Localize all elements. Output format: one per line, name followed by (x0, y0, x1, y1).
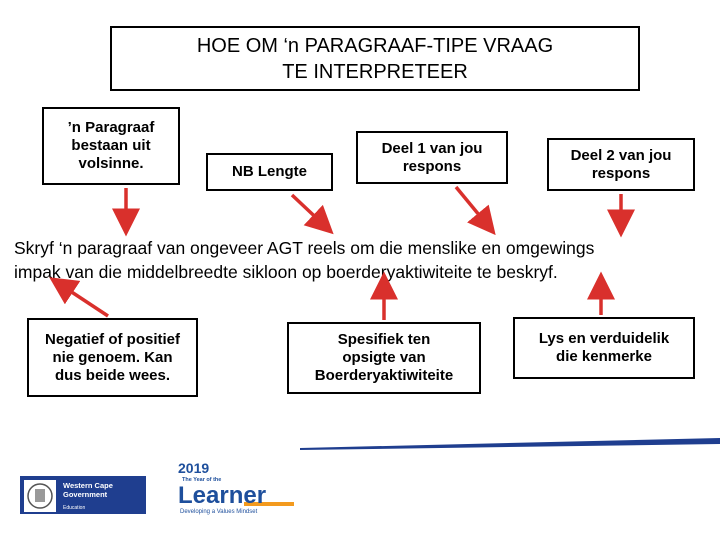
arrows-group (58, 187, 621, 320)
box-deel-2-line: respons (591, 164, 651, 182)
western-cape-logo (20, 476, 146, 514)
title-line-2: TE INTERPRETEER (282, 60, 468, 83)
learner-tagline-top: The Year of the (182, 477, 222, 483)
prompt-line-2: impak van die middelbreedte sikloon op boerderyaktiwiteite te beskryf. (14, 262, 558, 282)
learner-word: Learner (178, 482, 267, 509)
box-negatief-line: nie genoem. Kan (52, 348, 173, 366)
western-cape-line: Government (63, 490, 108, 499)
footer-band-shape (300, 438, 720, 450)
box-paragraaf-line: bestaan uit (71, 137, 151, 154)
box-spesifiek-line: opsigte van (342, 349, 426, 366)
arrow-lengte (292, 195, 326, 227)
box-negatief-line: dus beide wees. (54, 366, 171, 384)
box-deel-2-line: Deel 2 van jou (570, 146, 672, 164)
learner-tagline: Developing a Values Mindset (180, 509, 258, 515)
title-line-1: HOE OM ‘n PARAGRAAF-TIPE VRAAG (196, 34, 554, 57)
box-negatief-line: Negatief of positief (44, 330, 180, 348)
footer-band (300, 436, 720, 450)
prompt-line-1: Skryf ‘n paragraaf van ongeveer AGT reels om die menslike en omgewings (14, 238, 595, 258)
box-lys-line: Lys en verduidelik (538, 330, 670, 347)
learner-logo (176, 458, 300, 516)
arrow-deel-1 (456, 187, 489, 227)
box-spesifiek-line: Boerderyaktiwiteite (314, 367, 454, 384)
box-paragraaf-line: volsinne. (78, 155, 144, 172)
learner-year: 2019 (178, 460, 210, 476)
box-paragraaf-line: ’n Paragraaf (67, 119, 155, 136)
box-deel-1-line: respons (402, 157, 462, 175)
western-cape-name (63, 481, 113, 499)
arrow-negatief (58, 283, 108, 316)
western-cape-line: Western Cape (63, 481, 113, 490)
box-spesifiek-line: Spesifiek ten (337, 331, 431, 348)
box-lengte-line: NB Lengte (232, 163, 307, 180)
western-cape-sub: Education (63, 505, 86, 511)
crest-graphic (24, 480, 56, 512)
box-deel-1-line: Deel 1 van jou (381, 139, 483, 157)
crest-icon (24, 480, 56, 512)
box-lys-line: die kenmerke (556, 348, 652, 365)
